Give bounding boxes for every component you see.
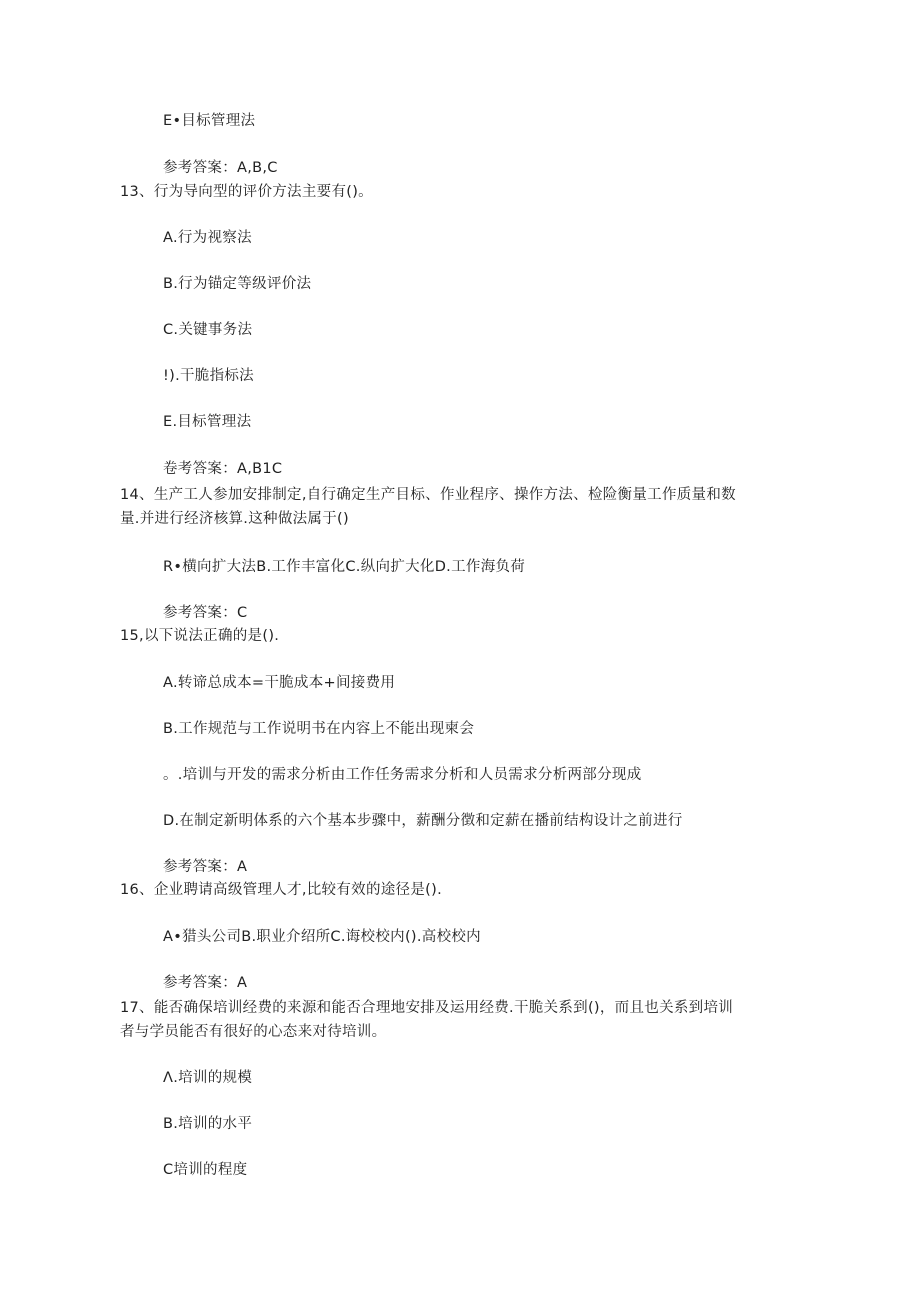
options-q14: R•横向扩大法B.工作丰富化C.纵向扩大化D.工作海负荷 [163,559,526,575]
answer-q14: 参考答案：C [163,605,248,621]
answer-q15: 参考答案：A [163,859,248,875]
answer-q12: 参考答案：A,B,C [163,160,278,176]
option-a-q15: A.转谛总成本=干脆成本+间接费用 [163,675,396,691]
option-c-q15: 。.培训与开发的需求分析由工作任务需求分析和人员需求分析两部分现成 [163,767,642,783]
question-17-line1: 17、能否确保培训经费的来源和能否合理地安排及运用经费.干脆关系到()，而且也关系到培训 [120,1000,734,1016]
options-q16: A•猎头公司B.职业介绍所C.诲校校内().高校校内 [163,929,481,945]
option-e-q13: E.目标管理法 [163,414,252,430]
option-b-q17: B.培训的水平 [163,1116,253,1132]
option-d-q13: !).干脆指标法 [163,368,254,384]
question-14-line1: 14、生产工人参加安排制定,自行确定生产目标、作业程序、操作方法、检险衡量工作质量和数 [120,487,736,503]
question-15: 15,以下说法正确的是(). [120,628,280,644]
option-c-q13: C.关键事务法 [163,322,253,338]
option-e-q12: E•目标管理法 [163,113,256,129]
question-13: 13、行为导向型的评价方法主要有()。 [120,184,373,200]
option-c-q17: C培训的程度 [163,1162,248,1178]
option-b-q15: B.工作规范与工作说明书在内容上不能出现柬会 [163,721,475,737]
question-14-line2: 量.并进行经济核算.这种做法属于() [120,511,349,527]
question-16: 16、企业聘请高级管理人才,比较有效的途径是(). [120,882,442,898]
option-a-q13: A.行为视察法 [163,230,252,246]
option-a-q17: Λ.培训的规模 [163,1070,253,1086]
option-d-q15: D.在制定新明体系的六个基本步骤中，薪酬分徴和定薪在播前结构设计之前进行 [163,813,683,829]
option-b-q13: B.行为锚定等级评价法 [163,276,312,292]
question-17-line2: 者与学员能否有很好的心态来对待培训。 [120,1024,387,1040]
answer-q16: 参考答案：A [163,975,248,991]
answer-q13: 卷考答案：A,B1C [163,461,283,477]
